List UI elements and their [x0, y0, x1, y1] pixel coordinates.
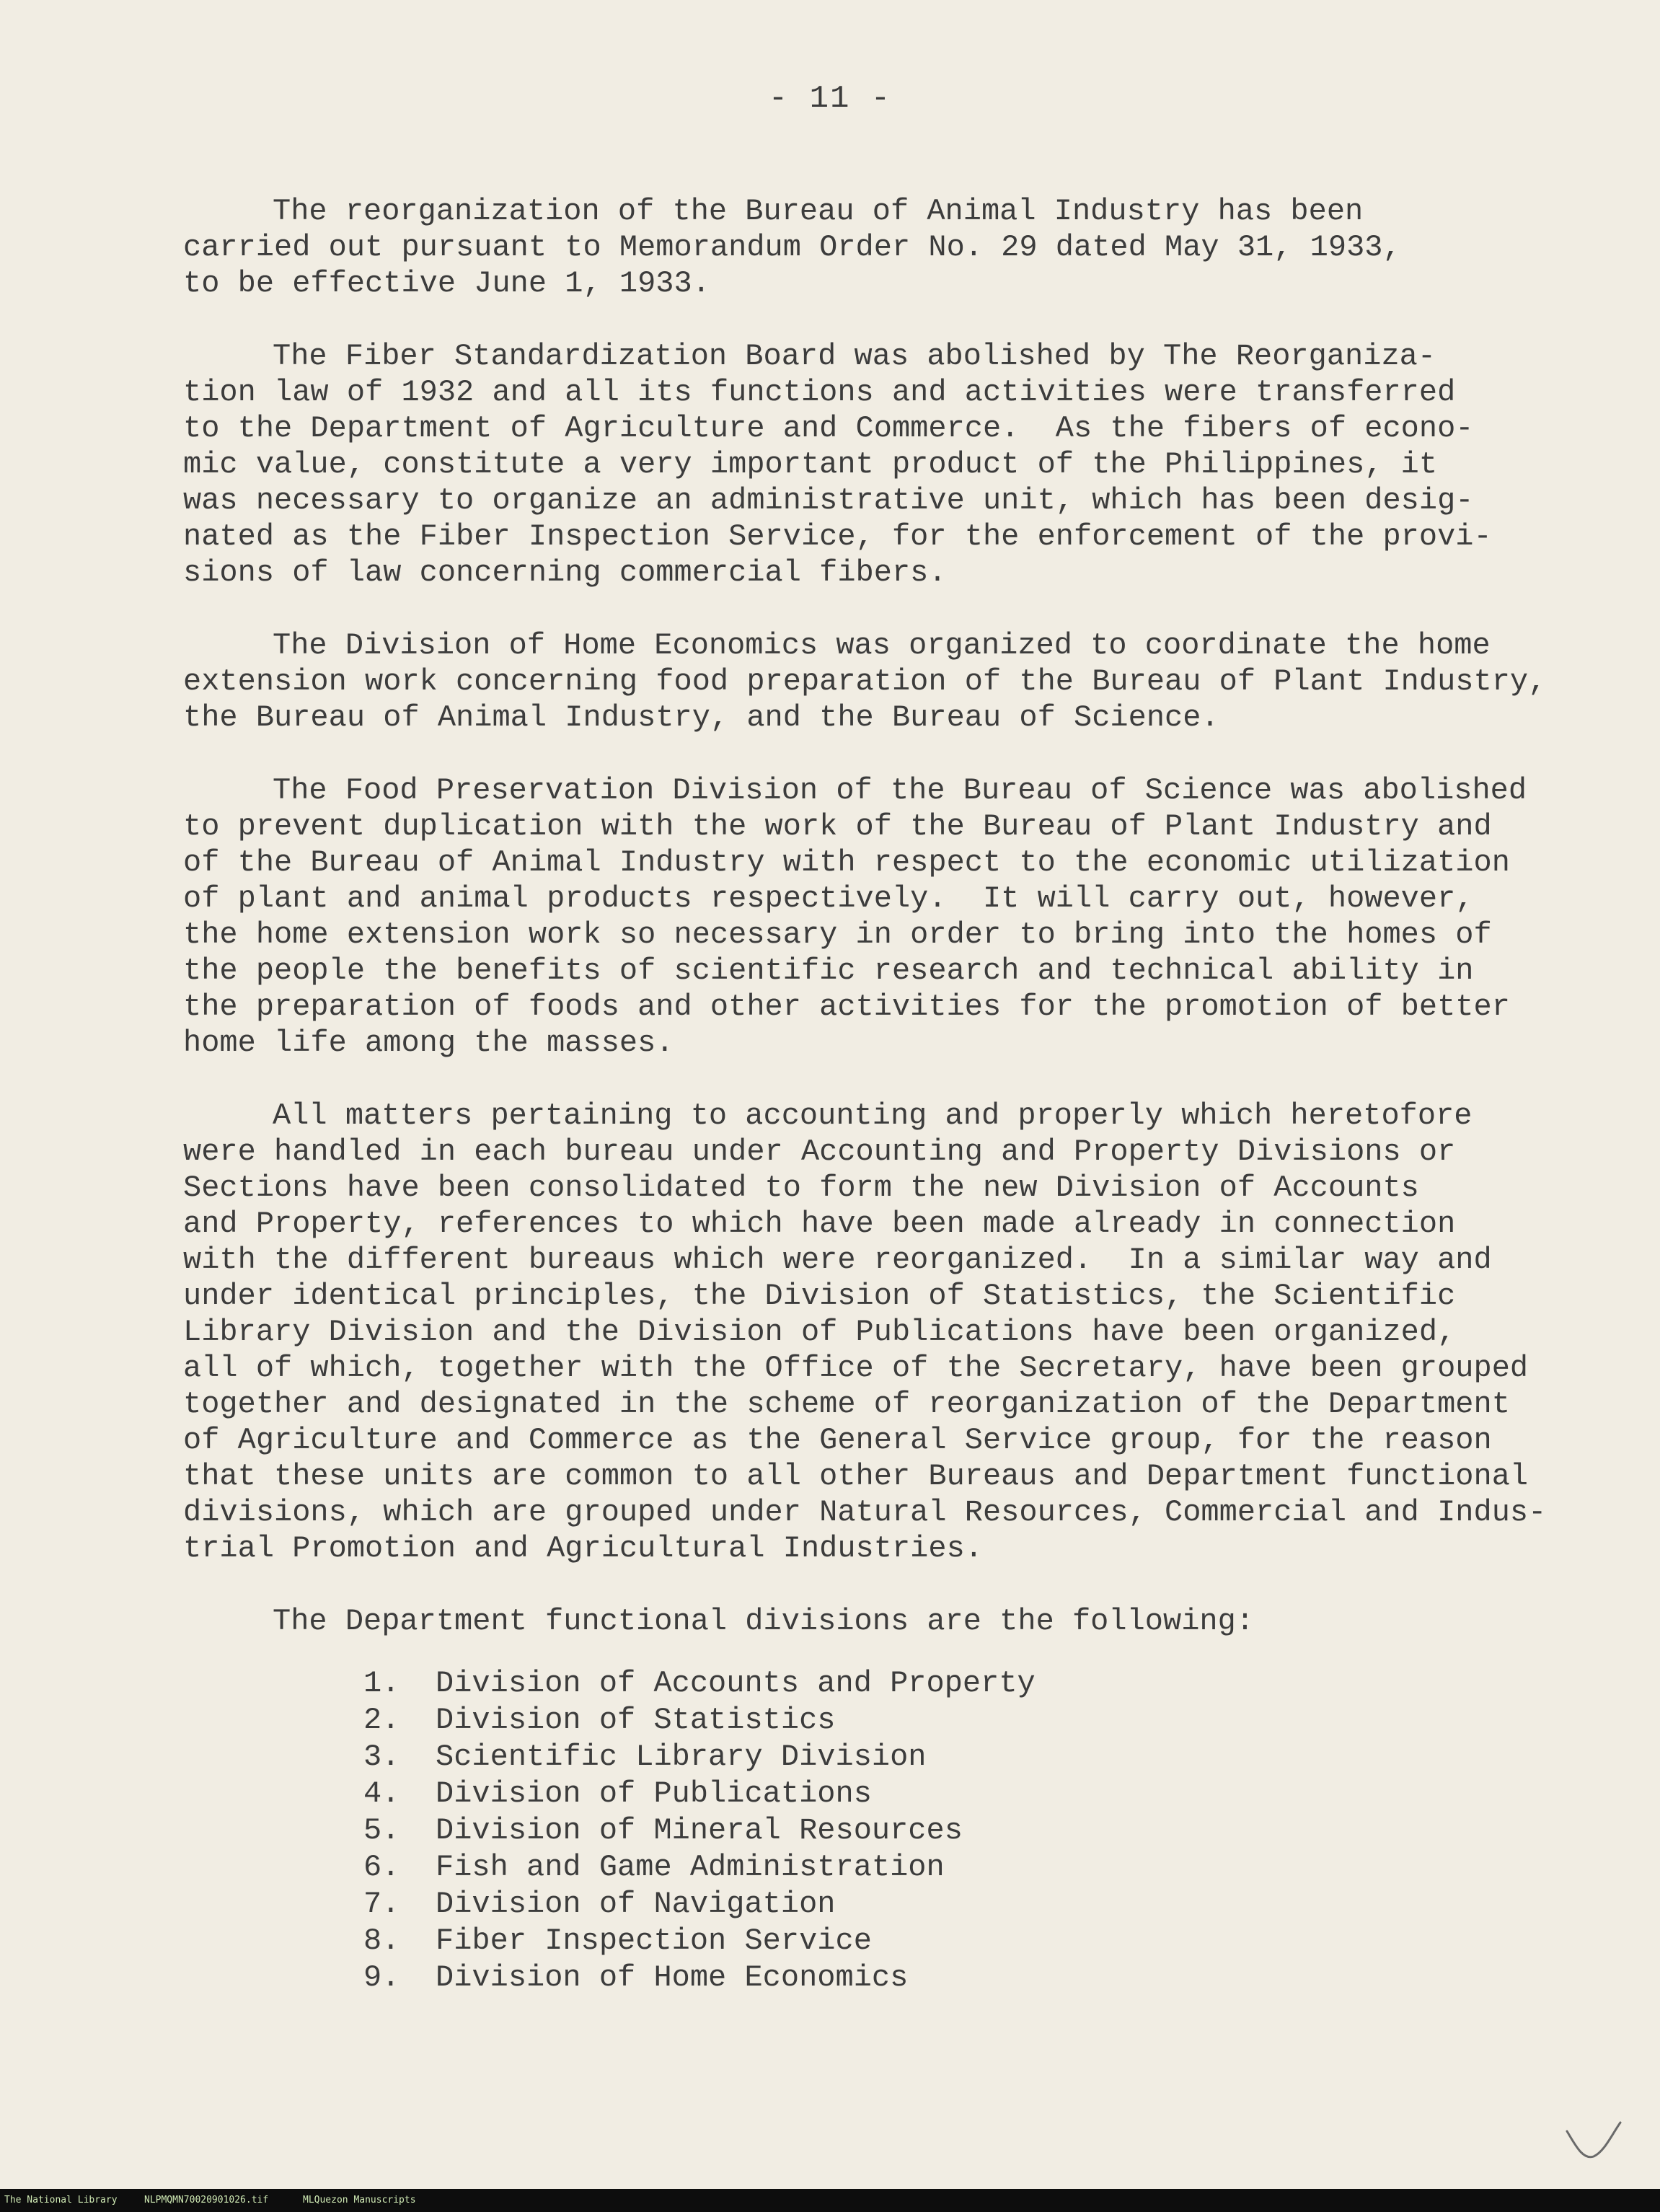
text-line: and Property, references to which have been made already in connection — [183, 1207, 1456, 1241]
text-line: that these units are common to all other Bureaus and Department functional — [183, 1459, 1529, 1494]
text-line: were handled in each bureau under Accounting and Property Divisions or — [183, 1134, 1456, 1169]
text-line: carried out pursuant to Memorandum Order No. 29 dated May 31, 1933, — [183, 230, 1401, 265]
text-line: extension work concerning food preparation of the Bureau of Plant Industry, — [183, 664, 1547, 699]
list-item — [183, 1886, 1553, 1923]
list-item — [183, 1923, 1553, 1960]
text-line: The Food Preservation Division of the Bureau of Science was abolished — [273, 773, 1527, 808]
text-line: all of which, together with the Office of the Secretary, have been grouped — [183, 1351, 1529, 1385]
text-line: tion law of 1932 and all its functions and activities were transferred — [183, 375, 1456, 410]
list-item — [183, 1776, 1553, 1812]
text-line: the people the benefits of scientific research and technical ability in — [183, 953, 1474, 988]
list-item — [183, 1665, 1553, 1702]
list-number: 7. — [363, 1887, 400, 1921]
list-item — [183, 1960, 1553, 1996]
list-text: Division of Accounts and Property — [436, 1666, 1036, 1701]
list-number: 5. — [363, 1813, 400, 1848]
text-line: was necessary to organize an administrative unit, which has been desig- — [183, 483, 1474, 518]
text-line: with the different bureaus which were reorganized. In a similar way and — [183, 1243, 1492, 1277]
text-line: together and designated in the scheme of reorganization of the Department — [183, 1387, 1510, 1422]
list-text: Division of Navigation — [436, 1887, 836, 1921]
text-line: trial Promotion and Agricultural Industries. — [183, 1531, 983, 1566]
list-item — [183, 1849, 1553, 1886]
text-line: the preparation of foods and other activities for the promotion of better — [183, 990, 1510, 1024]
text-line: Sections have been consolidated to form the new Division of Accounts — [183, 1171, 1419, 1205]
paragraph-3 — [183, 627, 1553, 736]
list-number: 2. — [363, 1703, 400, 1737]
paragraph-6 — [183, 1603, 1553, 1639]
text-line: under identical principles, the Division of Statistics, the Scientific — [183, 1279, 1456, 1313]
list-number: 4. — [363, 1776, 400, 1811]
text-line: Library Division and the Division of Publications have been organized, — [183, 1315, 1456, 1349]
text-line: mic value, constitute a very important product of the Philippines, it — [183, 447, 1438, 482]
list-item — [183, 1812, 1553, 1849]
text-line: The Division of Home Economics was organized to coordinate the home — [273, 628, 1491, 663]
paragraph-4 — [183, 772, 1553, 1061]
text-line: The reorganization of the Bureau of Animal Industry has been — [273, 194, 1364, 229]
text-line: divisions, which are grouped under Natural Resources, Commercial and Indus- — [183, 1495, 1547, 1530]
text-line: of the Bureau of Animal Industry with respect to the economic utilization — [183, 845, 1510, 880]
paragraph-5 — [183, 1098, 1553, 1567]
divisions-list — [183, 1665, 1553, 1996]
list-item — [183, 1739, 1553, 1776]
list-number: 9. — [363, 1960, 400, 1995]
list-text: Fiber Inspection Service — [436, 1924, 872, 1958]
list-text: Division of Statistics — [436, 1703, 836, 1737]
text-line: sions of law concerning commercial fibers. — [183, 555, 947, 590]
list-text: Scientific Library Division — [436, 1740, 927, 1774]
list-number: 1. — [363, 1666, 400, 1701]
pencil-check-mark — [1561, 2117, 1626, 2167]
text-line: to prevent duplication with the work of the Bureau of Plant Industry and — [183, 809, 1492, 844]
text-line: to the Department of Agriculture and Commerce. As the fibers of econo- — [183, 411, 1474, 446]
list-text: Division of Mineral Resources — [436, 1813, 963, 1848]
list-number: 8. — [363, 1924, 400, 1958]
list-item — [183, 1702, 1553, 1739]
text-line: nated as the Fiber Inspection Service, for the enforcement of the provi- — [183, 519, 1492, 554]
page-number: - 11 - — [768, 81, 892, 117]
text-line: The Department functional divisions are the following: — [273, 1604, 1255, 1639]
text-line: to be effective June 1, 1933. — [183, 266, 710, 301]
text-line: The Fiber Standardization Board was abolished by The Reorganiza- — [273, 339, 1436, 374]
footer-file-id: NLPMQMN70020901026.tif — [144, 2195, 269, 2206]
list-number: 3. — [363, 1740, 400, 1774]
body-text — [183, 193, 1553, 1996]
paragraph-1 — [183, 193, 1553, 301]
footer-collection: MLQuezon Manuscripts — [303, 2195, 416, 2206]
text-line: the Bureau of Animal Industry, and the Bureau of Science. — [183, 700, 1219, 735]
paragraph-2 — [183, 338, 1553, 591]
list-number: 6. — [363, 1850, 400, 1885]
footer-library: The National Library — [4, 2195, 118, 2206]
text-line: All matters pertaining to accounting and properly which heretofore — [273, 1098, 1473, 1133]
text-line: of Agriculture and Commerce as the General Service group, for the reason — [183, 1423, 1492, 1458]
list-text: Division of Publications — [436, 1776, 872, 1811]
text-line: of plant and animal products respectively. It will carry out, however, — [183, 881, 1474, 916]
text-line: home life among the masses. — [183, 1026, 674, 1060]
text-line: the home extension work so necessary in order to bring into the homes of — [183, 917, 1492, 952]
archive-footer-bar — [0, 2189, 1660, 2212]
list-text: Fish and Game Administration — [436, 1850, 945, 1885]
list-text: Division of Home Economics — [436, 1960, 909, 1995]
